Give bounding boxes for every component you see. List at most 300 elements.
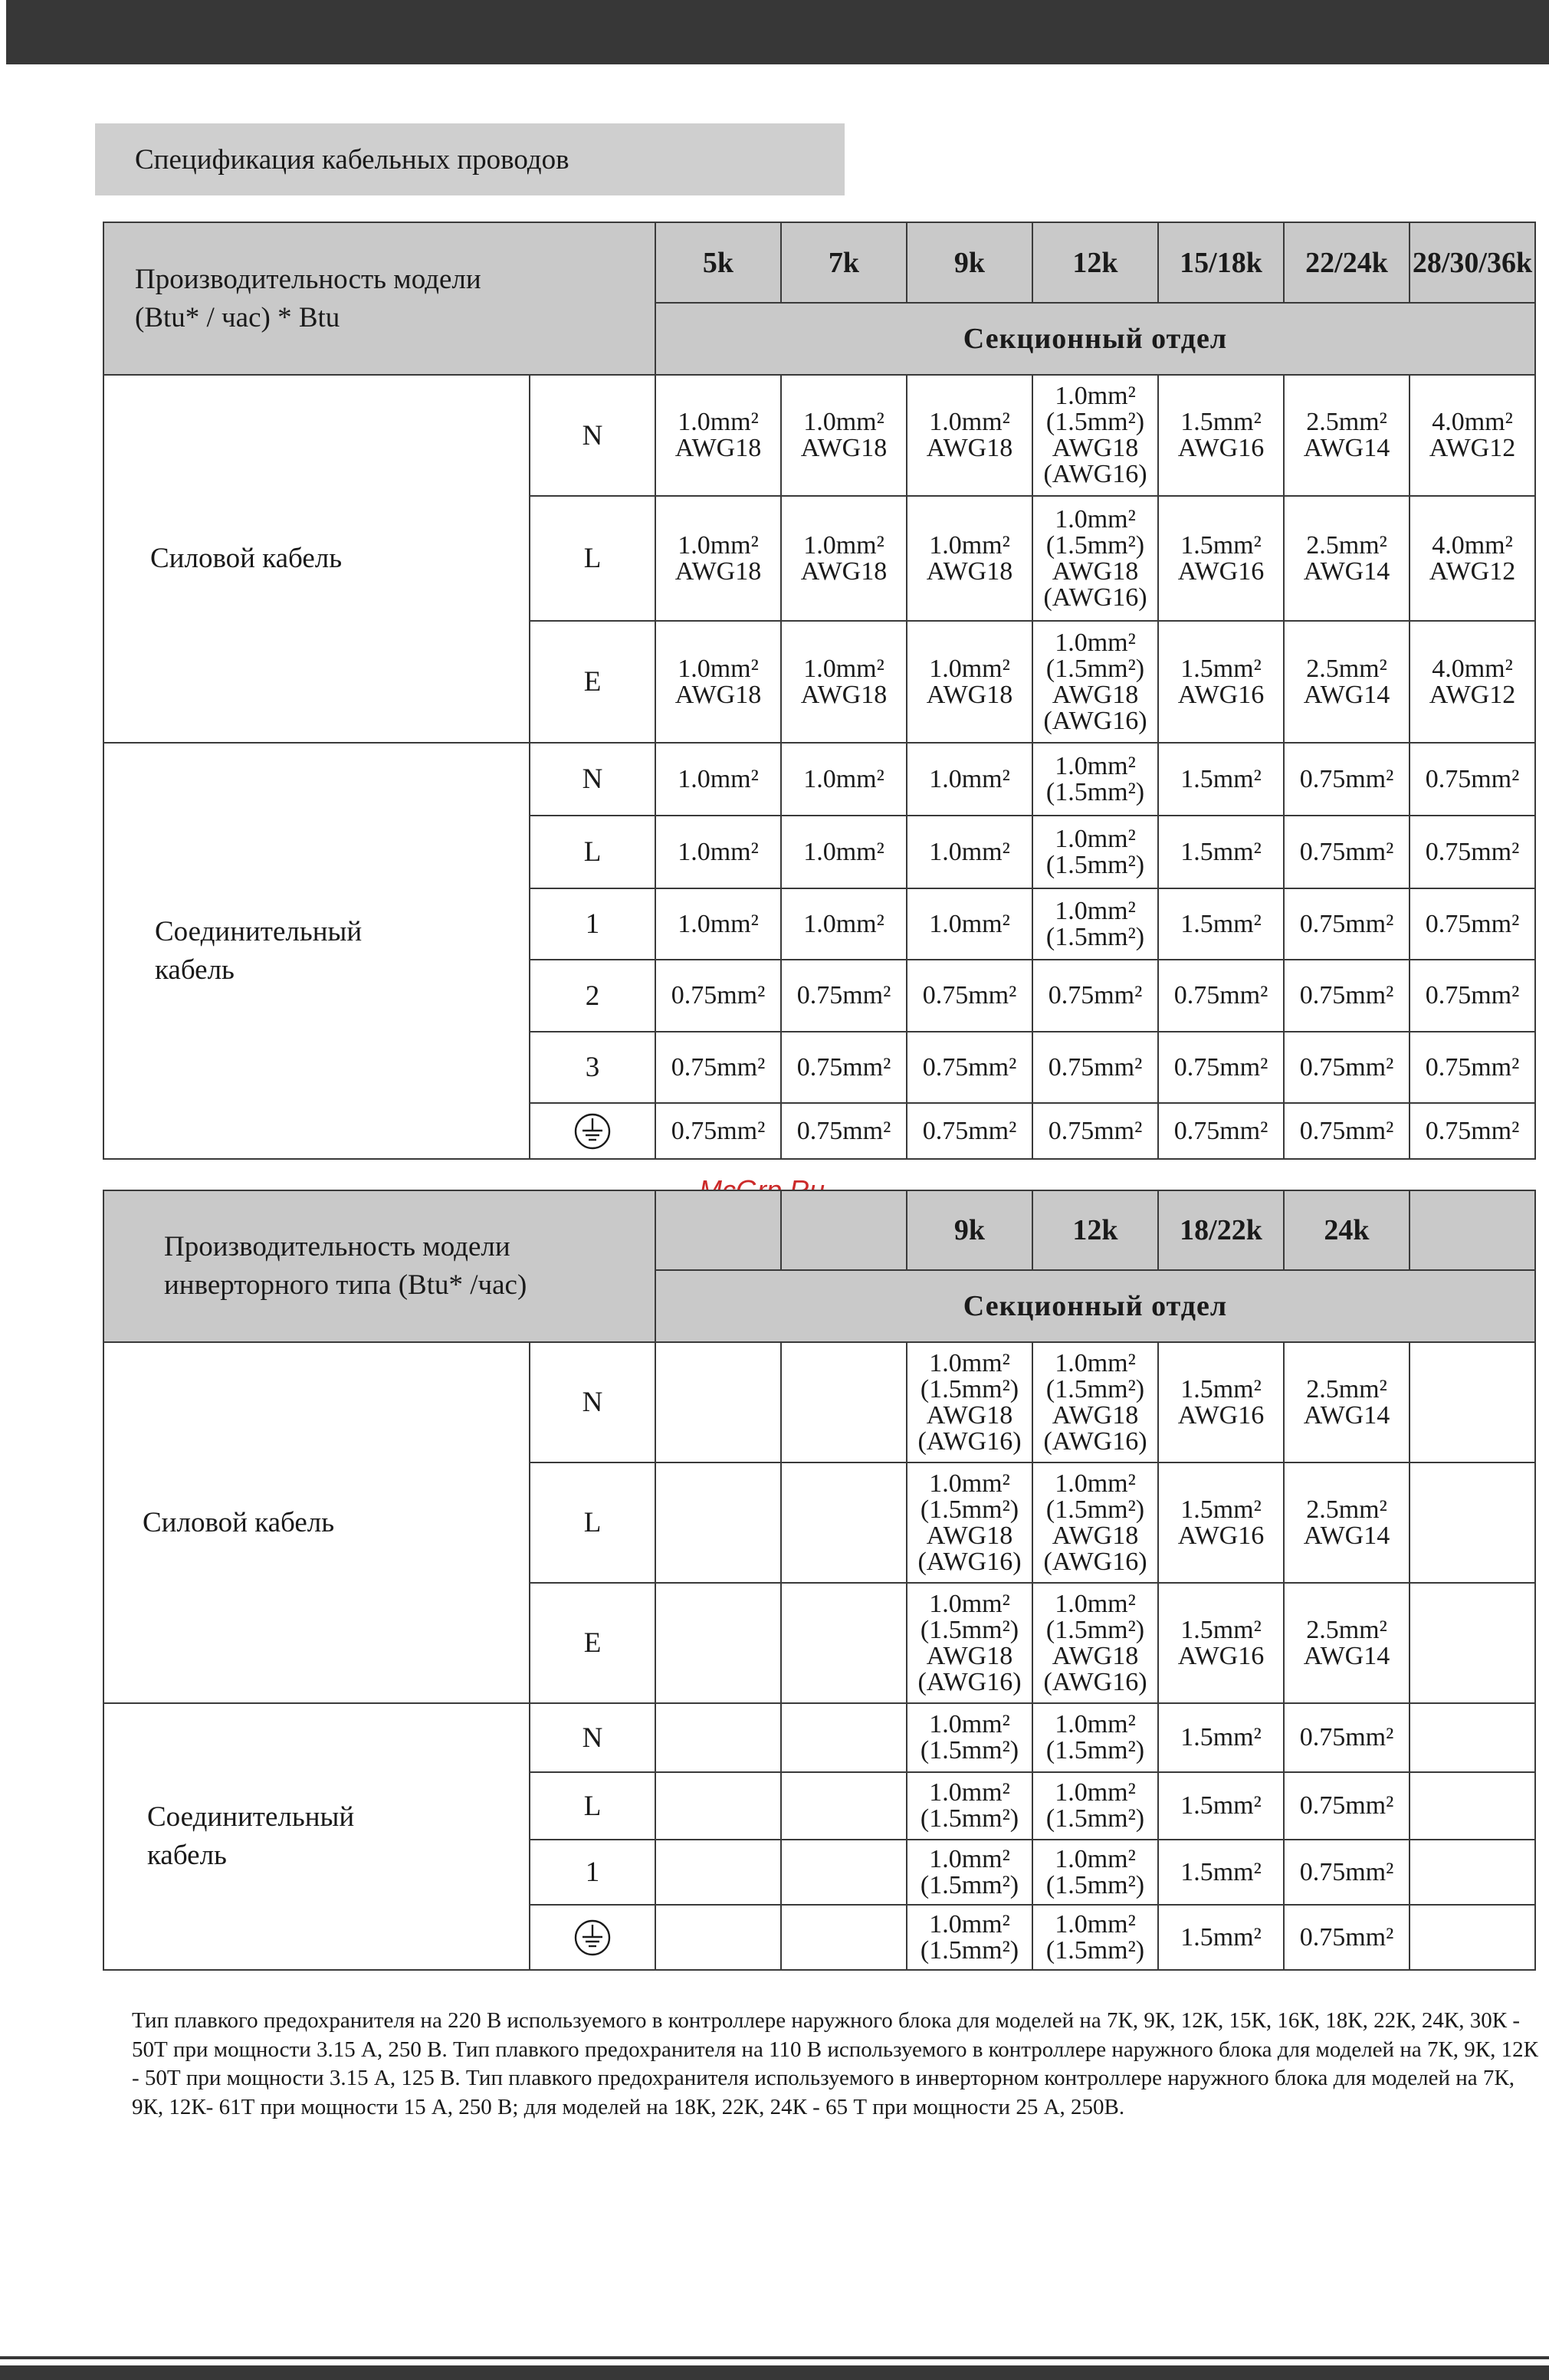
- table-row: [103, 743, 1535, 816]
- spec-value: 1.5mm²: [1180, 1723, 1262, 1751]
- table-row: [103, 375, 1535, 496]
- spec-value: 1.0mm²: [803, 654, 884, 683]
- spec-value: AWG14: [1303, 556, 1390, 586]
- wire-label: N: [530, 375, 655, 496]
- spec-value: 0.75mm²: [922, 1116, 1017, 1145]
- spec-cell: [1284, 1103, 1410, 1159]
- wire-label: L: [530, 1462, 655, 1583]
- cable-group-label-line: кабель: [147, 1840, 227, 1871]
- spec-cell: [907, 496, 1032, 621]
- spec-value: 4.0mm²: [1432, 654, 1513, 683]
- spec-cell: [1284, 621, 1410, 743]
- spec-cell: [1032, 621, 1158, 743]
- header-row: [103, 222, 1535, 303]
- wire-label: L: [530, 1772, 655, 1840]
- spec-value: 0.75mm²: [1425, 981, 1520, 1009]
- spec-cell: [1158, 1840, 1284, 1905]
- spec-value: AWG16: [1177, 1521, 1265, 1550]
- spec-value: AWG18: [926, 1521, 1013, 1550]
- footer-rule: [0, 2356, 1549, 2359]
- spec-value: (1.5mm²): [920, 1615, 1019, 1644]
- spec-value: 1.5mm²: [1180, 1615, 1262, 1644]
- header-bar: [6, 0, 1549, 64]
- spec-cell: [655, 1905, 781, 1970]
- spec-cell: [1158, 1032, 1284, 1103]
- spec-cell: [781, 1772, 907, 1840]
- spec-value: 1.5mm²: [1180, 1374, 1262, 1403]
- cable-spec-table: [103, 222, 1536, 1160]
- model-capacity: [1410, 1190, 1535, 1270]
- header-row: [103, 1190, 1535, 1270]
- spec-cell: [1284, 1772, 1410, 1840]
- spec-value: 1.5mm²: [1180, 909, 1262, 938]
- spec-value: 2.5mm²: [1306, 530, 1387, 560]
- spec-value: 1.5mm²: [1180, 1857, 1262, 1886]
- spec-value: 0.75mm²: [1425, 1116, 1520, 1145]
- spec-value: (AWG16): [1043, 583, 1147, 612]
- section-label: Секционный отдел: [655, 1270, 1535, 1342]
- spec-cell: [655, 888, 781, 960]
- spec-value: (AWG16): [1043, 1426, 1147, 1456]
- spec-value: AWG18: [1052, 680, 1139, 709]
- spec-cell: [1032, 743, 1158, 816]
- spec-cell: [907, 1583, 1032, 1703]
- spec-value: AWG14: [1303, 1641, 1390, 1670]
- spec-value: 2.5mm²: [1306, 1615, 1387, 1644]
- spec-value: (1.5mm²): [920, 1935, 1019, 1965]
- model-capacity: 9k: [907, 1190, 1032, 1270]
- spec-value: (1.5mm²): [920, 1736, 1019, 1764]
- spec-value: 0.75mm²: [1048, 1116, 1143, 1145]
- spec-cell: [1410, 1703, 1535, 1772]
- spec-cell: [781, 375, 907, 496]
- model-capacity: 5k: [655, 222, 781, 303]
- model-title-line: инверторного типа (Btu* /час): [164, 1269, 527, 1301]
- spec-value: 0.75mm²: [1173, 1116, 1268, 1145]
- footer-bar: [0, 2365, 1549, 2380]
- spec-cell: [655, 1772, 781, 1840]
- spec-cell: [781, 1840, 907, 1905]
- spec-cell: [655, 1032, 781, 1103]
- spec-cell: [781, 1103, 907, 1159]
- wire-label: [530, 1905, 655, 1970]
- spec-cell: [1158, 888, 1284, 960]
- model-capacity: 24k: [1284, 1190, 1410, 1270]
- spec-cell: [781, 1703, 907, 1772]
- spec-value: 0.75mm²: [1299, 1723, 1394, 1751]
- spec-value: 0.75mm²: [1048, 981, 1143, 1009]
- spec-value: (1.5mm²): [1045, 850, 1145, 879]
- wire-label: N: [530, 743, 655, 816]
- spec-cell: [1410, 1905, 1535, 1970]
- spec-cell: [655, 375, 781, 496]
- spec-value: 4.0mm²: [1432, 530, 1513, 560]
- cable-group-label-line: Соединительный: [147, 1801, 355, 1833]
- spec-value: 0.75mm²: [796, 1116, 891, 1145]
- spec-cell: [1284, 888, 1410, 960]
- spec-value: 0.75mm²: [1173, 1052, 1268, 1082]
- spec-value: 1.0mm²: [1055, 751, 1136, 780]
- spec-cell: [1032, 1840, 1158, 1905]
- spec-value: 1.0mm²: [929, 1348, 1010, 1377]
- spec-value: 0.75mm²: [1299, 981, 1394, 1009]
- spec-value: AWG18: [800, 434, 888, 462]
- spec-cell: [1410, 1583, 1535, 1703]
- spec-cell: [1410, 960, 1535, 1032]
- spec-value: 1.0mm²: [1055, 1348, 1136, 1377]
- spec-value: 1.0mm²: [929, 530, 1010, 560]
- spec-value: 4.0mm²: [1432, 408, 1513, 436]
- spec-value: 0.75mm²: [1299, 764, 1394, 793]
- spec-value: AWG16: [1177, 1400, 1265, 1430]
- spec-value: 1.5mm²: [1180, 408, 1262, 436]
- spec-cell: [1284, 960, 1410, 1032]
- spec-value: 0.75mm²: [1299, 1116, 1394, 1145]
- spec-value: AWG14: [1303, 434, 1390, 462]
- spec-cell: [907, 1905, 1032, 1970]
- spec-cell: [1410, 743, 1535, 816]
- spec-cell: [907, 621, 1032, 743]
- spec-cell: [1032, 816, 1158, 888]
- spec-value: AWG18: [926, 434, 1013, 462]
- cable-group-label: [103, 1342, 530, 1703]
- spec-value: (AWG16): [1043, 1667, 1147, 1696]
- spec-cell: [907, 1342, 1032, 1462]
- spec-cell: [1158, 1103, 1284, 1159]
- spec-value: AWG18: [926, 680, 1013, 709]
- spec-value: (1.5mm²): [1045, 777, 1145, 806]
- spec-value: 1.0mm²: [1055, 1844, 1136, 1873]
- spec-value: 1.0mm²: [929, 408, 1010, 436]
- spec-value: 0.75mm²: [671, 981, 766, 1009]
- spec-value: (AWG16): [1043, 1547, 1147, 1576]
- table-row: [103, 1342, 1535, 1462]
- cable-group-label-line: Силовой кабель: [143, 1506, 335, 1538]
- spec-value: 0.75mm²: [922, 981, 1017, 1009]
- spec-value: 0.75mm²: [1425, 837, 1520, 866]
- spec-value: 1.0mm²: [678, 408, 759, 436]
- wire-label: 1: [530, 888, 655, 960]
- spec-value: (AWG16): [917, 1667, 1022, 1696]
- spec-cell: [655, 743, 781, 816]
- wire-label: N: [530, 1342, 655, 1462]
- spec-cell: [1032, 1032, 1158, 1103]
- spec-value: 1.0mm²: [929, 909, 1010, 938]
- spec-value: 2.5mm²: [1306, 654, 1387, 683]
- spec-cell: [1410, 1032, 1535, 1103]
- spec-value: 1.0mm²: [1055, 504, 1136, 533]
- spec-value: 1.0mm²: [1055, 1469, 1136, 1498]
- spec-value: (1.5mm²): [920, 1804, 1019, 1833]
- spec-value: 1.0mm²: [1055, 1778, 1136, 1807]
- spec-cell: [907, 1840, 1032, 1905]
- spec-cell: [781, 621, 907, 743]
- spec-value: 1.0mm²: [678, 530, 759, 560]
- wire-label: L: [530, 496, 655, 621]
- spec-value: 0.75mm²: [1299, 1922, 1394, 1952]
- spec-value: (1.5mm²): [920, 1374, 1019, 1403]
- spec-value: 1.0mm²: [929, 1710, 1010, 1738]
- spec-cell: [1032, 1103, 1158, 1159]
- spec-value: (AWG16): [917, 1547, 1022, 1576]
- spec-value: 0.75mm²: [1299, 1791, 1394, 1820]
- spec-value: 1.0mm²: [929, 1909, 1010, 1938]
- spec-cell: [1284, 1032, 1410, 1103]
- spec-cell: [781, 496, 907, 621]
- spec-value: 1.5mm²: [1180, 1791, 1262, 1820]
- spec-value: AWG16: [1177, 434, 1265, 462]
- spec-cell: [655, 1840, 781, 1905]
- spec-value: AWG12: [1429, 556, 1516, 586]
- spec-value: AWG12: [1429, 434, 1516, 462]
- model-capacity: 15/18k: [1158, 222, 1284, 303]
- model-title-line: Производительность модели: [164, 1231, 510, 1263]
- spec-cell: [1284, 816, 1410, 888]
- cable-group-label: [103, 1703, 530, 1970]
- spec-cell: [907, 816, 1032, 888]
- spec-value: AWG18: [1052, 556, 1139, 586]
- spec-cell: [781, 1462, 907, 1583]
- spec-cell: [1284, 1583, 1410, 1703]
- spec-cell: [781, 816, 907, 888]
- spec-value: 0.75mm²: [1299, 1052, 1394, 1082]
- spec-cell: [1410, 496, 1535, 621]
- wire-label: 3: [530, 1032, 655, 1103]
- model-capacity: 9k: [907, 222, 1032, 303]
- spec-value: 1.0mm²: [929, 1469, 1010, 1498]
- wire-label: 2: [530, 960, 655, 1032]
- spec-value: 0.75mm²: [1173, 981, 1268, 1009]
- spec-value: 1.5mm²: [1180, 654, 1262, 683]
- spec-cell: [781, 1342, 907, 1462]
- cable-group-label-line: Соединительный: [155, 915, 363, 947]
- spec-value: (AWG16): [1043, 706, 1147, 735]
- spec-value: AWG12: [1429, 680, 1516, 709]
- cable-group-label: [103, 743, 530, 1159]
- wire-label: E: [530, 621, 655, 743]
- spec-cell: [1158, 496, 1284, 621]
- spec-cell: [1158, 743, 1284, 816]
- spec-cell: [1032, 496, 1158, 621]
- spec-value: 0.75mm²: [671, 1116, 766, 1145]
- spec-value: (1.5mm²): [1045, 1495, 1145, 1524]
- spec-cell: [655, 816, 781, 888]
- spec-cell: [781, 888, 907, 960]
- fuse-footnote: Тип плавкого предохранителя на 220 В используемого в контроллере наружного блока для моделей на 7К, 9К, 12К, 15К, 16К, 18К, 22К, 24К, 30К - 50Т при мощности 3.15 А, 250 В. Тип плавкого предохранителя на 110 В используемого в контроллере наружного блока для моделей на 7К, 9К, 12К - 50Т при мощности 3.15 А, 125 В. Тип плавкого предохранителя используемого в инверторном контроллере наружного блока для моделей на 7К, 9К, 12К- 61Т при мощности 15 А, 250 В; для моделей на 18К, 22К, 24К - 65 Т при мощности 25 А, 250В.: [132, 2008, 1538, 2120]
- spec-value: 2.5mm²: [1306, 1374, 1387, 1403]
- model-capacity: 28/30/36k: [1410, 222, 1535, 303]
- spec-value: 0.75mm²: [671, 1052, 766, 1082]
- spec-value: AWG18: [800, 556, 888, 586]
- spec-cell: [1284, 1840, 1410, 1905]
- spec-cell: [1410, 816, 1535, 888]
- spec-value: (1.5mm²): [1045, 1804, 1145, 1833]
- wire-label: [530, 1103, 655, 1159]
- spec-value: 1.0mm²: [1055, 1589, 1136, 1618]
- table-row: [103, 1703, 1535, 1772]
- spec-cell: [1032, 1703, 1158, 1772]
- section-title: Спецификация кабельных проводов: [95, 123, 845, 195]
- spec-value: 0.75mm²: [1299, 837, 1394, 866]
- spec-cell: [1284, 1462, 1410, 1583]
- spec-value: 0.75mm²: [1425, 764, 1520, 793]
- spec-value: 1.0mm²: [678, 837, 759, 866]
- spec-value: 1.0mm²: [803, 764, 884, 793]
- spec-cell: [907, 743, 1032, 816]
- spec-cell: [1158, 1462, 1284, 1583]
- spec-value: 1.0mm²: [803, 408, 884, 436]
- spec-cell: [1284, 496, 1410, 621]
- spec-cell: [1410, 888, 1535, 960]
- wire-label: 1: [530, 1840, 655, 1905]
- spec-cell: [1032, 960, 1158, 1032]
- spec-value: 1.0mm²: [1055, 382, 1136, 410]
- spec-cell: [655, 960, 781, 1032]
- spec-cell: [907, 1462, 1032, 1583]
- spec-cell: [1284, 743, 1410, 816]
- spec-cell: [655, 1583, 781, 1703]
- spec-value: (1.5mm²): [1045, 1736, 1145, 1764]
- wire-label: N: [530, 1703, 655, 1772]
- spec-cell: [781, 1905, 907, 1970]
- spec-value: 1.0mm²: [803, 909, 884, 938]
- spec-value: 0.75mm²: [1299, 1857, 1394, 1886]
- spec-cell: [1158, 1703, 1284, 1772]
- spec-value: (AWG16): [1043, 460, 1147, 488]
- spec-value: (1.5mm²): [1045, 922, 1145, 951]
- spec-value: 1.0mm²: [929, 1844, 1010, 1873]
- spec-value: AWG14: [1303, 1521, 1390, 1550]
- spec-cell: [781, 1583, 907, 1703]
- spec-value: 0.75mm²: [1425, 909, 1520, 938]
- spec-value: AWG14: [1303, 680, 1390, 709]
- model-title: [103, 1190, 655, 1342]
- spec-cell: [1032, 1583, 1158, 1703]
- spec-value: 1.0mm²: [1055, 824, 1136, 853]
- spec-value: AWG18: [674, 680, 762, 709]
- spec-cell: [655, 1103, 781, 1159]
- spec-cell: [1032, 1772, 1158, 1840]
- spec-cell: [1158, 1772, 1284, 1840]
- spec-cell: [1032, 1342, 1158, 1462]
- spec-value: AWG14: [1303, 1400, 1390, 1430]
- spec-cell: [1158, 1905, 1284, 1970]
- spec-value: 1.0mm²: [803, 530, 884, 560]
- spec-cell: [1284, 1905, 1410, 1970]
- spec-value: 1.0mm²: [929, 837, 1010, 866]
- spec-cell: [655, 1703, 781, 1772]
- cable-group-label: [103, 375, 530, 743]
- spec-value: 0.75mm²: [796, 1052, 891, 1082]
- spec-cell: [907, 960, 1032, 1032]
- spec-value: AWG18: [926, 556, 1013, 586]
- model-title-line: Производительность модели: [135, 263, 481, 295]
- spec-cell: [781, 1032, 907, 1103]
- inverter-cable-spec-table: [103, 1190, 1536, 1971]
- spec-value: AWG18: [1052, 1641, 1139, 1670]
- spec-value: AWG18: [926, 1400, 1013, 1430]
- spec-cell: [1032, 888, 1158, 960]
- model-capacity: 12k: [1032, 222, 1158, 303]
- spec-value: 1.0mm²: [929, 1778, 1010, 1807]
- spec-cell: [1410, 1772, 1535, 1840]
- spec-cell: [1284, 375, 1410, 496]
- spec-cell: [1158, 1583, 1284, 1703]
- wire-label: E: [530, 1583, 655, 1703]
- spec-cell: [1284, 1342, 1410, 1462]
- spec-value: AWG18: [800, 680, 888, 709]
- spec-cell: [655, 496, 781, 621]
- model-capacity: 18/22k: [1158, 1190, 1284, 1270]
- spec-value: 1.5mm²: [1180, 1495, 1262, 1524]
- spec-value: AWG16: [1177, 680, 1265, 709]
- spec-value: 2.5mm²: [1306, 408, 1387, 436]
- spec-cell: [907, 888, 1032, 960]
- spec-cell: [655, 1342, 781, 1462]
- spec-cell: [781, 960, 907, 1032]
- spec-value: (1.5mm²): [1045, 1615, 1145, 1644]
- spec-value: 1.0mm²: [803, 837, 884, 866]
- ground-icon: [573, 1111, 612, 1151]
- model-capacity: 7k: [781, 222, 907, 303]
- cable-group-label-line: Силовой кабель: [150, 543, 343, 575]
- model-capacity: 22/24k: [1284, 222, 1410, 303]
- spec-value: (1.5mm²): [1045, 654, 1145, 683]
- spec-cell: [781, 743, 907, 816]
- spec-value: AWG18: [926, 1641, 1013, 1670]
- spec-value: 2.5mm²: [1306, 1495, 1387, 1524]
- spec-cell: [1410, 1342, 1535, 1462]
- spec-value: 0.75mm²: [1425, 1052, 1520, 1082]
- section-label: Секционный отдел: [655, 303, 1535, 375]
- spec-value: (1.5mm²): [1045, 408, 1145, 436]
- spec-cell: [1032, 375, 1158, 496]
- spec-value: 0.75mm²: [922, 1052, 1017, 1082]
- spec-value: 0.75mm²: [796, 981, 891, 1009]
- spec-value: 0.75mm²: [1299, 909, 1394, 938]
- model-title-line: (Btu* / час) * Btu: [135, 301, 340, 333]
- spec-value: 1.0mm²: [1055, 1909, 1136, 1938]
- spec-value: 1.0mm²: [929, 1589, 1010, 1618]
- spec-cell: [1410, 1103, 1535, 1159]
- spec-cell: [1158, 621, 1284, 743]
- spec-value: AWG18: [674, 434, 762, 462]
- spec-cell: [1158, 816, 1284, 888]
- spec-value: 1.5mm²: [1180, 1922, 1262, 1952]
- cable-group-label-line: кабель: [155, 954, 235, 986]
- spec-value: (1.5mm²): [1045, 1374, 1145, 1403]
- spec-cell: [1158, 375, 1284, 496]
- spec-value: 1.0mm²: [678, 764, 759, 793]
- spec-value: 1.0mm²: [1055, 1710, 1136, 1738]
- spec-value: AWG16: [1177, 556, 1265, 586]
- spec-cell: [1410, 1462, 1535, 1583]
- spec-value: 0.75mm²: [1048, 1052, 1143, 1082]
- spec-value: 1.0mm²: [1055, 628, 1136, 657]
- spec-cell: [655, 1462, 781, 1583]
- spec-cell: [1032, 1905, 1158, 1970]
- wire-label: L: [530, 816, 655, 888]
- spec-value: (1.5mm²): [920, 1870, 1019, 1899]
- model-title: [103, 222, 655, 375]
- spec-cell: [907, 1772, 1032, 1840]
- spec-cell: [1410, 1840, 1535, 1905]
- spec-value: 1.0mm²: [678, 654, 759, 683]
- spec-value: (1.5mm²): [1045, 1935, 1145, 1965]
- spec-value: AWG18: [1052, 1400, 1139, 1430]
- spec-cell: [1032, 1462, 1158, 1583]
- spec-cell: [907, 1703, 1032, 1772]
